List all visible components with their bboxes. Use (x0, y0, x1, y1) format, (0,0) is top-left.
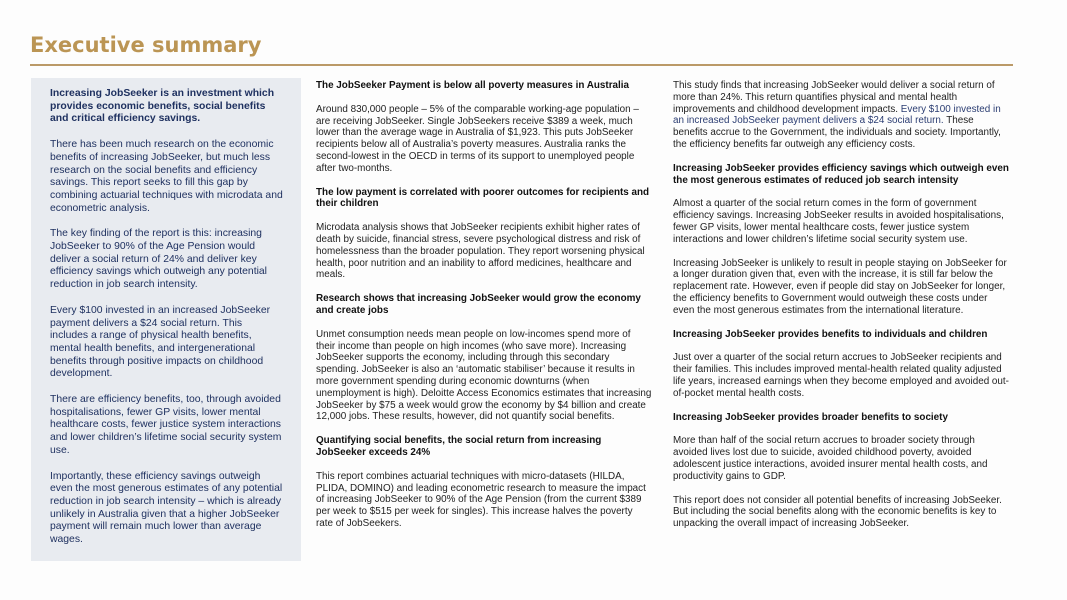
section-heading: Increasing JobSeeker provides efficiency savings which outweigh even the most generous estimates of reduced job search intensity (673, 162, 1009, 186)
intro-highlight: Every $100 invested in an increased JobSeeker payment delivers a $24 social return. (673, 103, 1001, 127)
section-heading: Increasing JobSeeker provides benefits to individuals and children (673, 328, 988, 340)
section-body: Unmet consumption needs mean people on low-incomes spend more of their income than people on high incomes (who save more). Increasing JobSeeker supports the economy, including through this secondary spending. JobSeeker is also an ‘automatic stabiliser’ because it results in more government spending during economic downturns (when unemployment is high). Deloitte Access Economics estimates that increasing JobSeeker by $75 a week would grow the economy by $4 billion and create 12,000 jobs. These results, however, did not quantify social benefits. (316, 328, 652, 423)
column-middle (316, 80, 652, 542)
section-body: Microdata analysis shows that JobSeeker recipients exhibit higher rates of death by suicide, financial stress, severe psychological distress and risk of homelessness than the broader population. They report worsening physical health, poor nutrition and an inability to afford medicines, healthcare and meals. (316, 222, 645, 281)
intro-text: This study finds that increasing JobSeeker would deliver a social return of more than 24%. This return quantifies physical and mental health improvements and childhood development impacts. (673, 80, 995, 115)
sidebar-paragraph: Every $100 invested in an increased JobSeeker payment delivers a $24 social return. This includes a range of physical health benefits, mental health benefits, and intergenerational benefits through positive impacts on childhood development. (50, 304, 271, 380)
section-body: Just over a quarter of the social return accrues to JobSeeker recipients and their families. This includes improved mental-health related quality adjusted life years, increased earnings when they become employed and avoided out-of-pocket mental health costs. (673, 352, 1009, 399)
section-body: Almost a quarter of the social return comes in the form of government efficiency savings. Increasing JobSeeker results in avoided hospitalisations, fewer GP visits, lower mental healthcare costs, fewer justice system interactions and lower children’s lifetime social security system use. (673, 198, 1004, 245)
section-heading: Increasing JobSeeker provides broader benefits to society (673, 411, 948, 423)
sidebar-lead: Increasing JobSeeker is an investment which provides economic benefits, social benefits and critical efficiency savings. (50, 88, 275, 125)
section-body: This report combines actuarial techniques with micro-datasets (HILDA, PLIDA, DOMINO) and leading econometric research to measure the impact of increasing JobSeeker to 90% of the Age Pension (from the current $389 per week to $515 per week for singles). This increase halves the poverty rate of JobSeekers. (316, 470, 646, 529)
section-body: More than half of the social return accrues to broader society through avoided lives lost due to suicide, avoided childhood poverty, avoided adolescent justice interactions, avoided insurer mental health costs, and productivity gains to GDP. (673, 435, 988, 482)
key-findings-panel (31, 78, 301, 561)
section-heading: Quantifying social benefits, the social return from increasing JobSeeker exceeds 24% (316, 435, 602, 458)
sidebar-paragraph: The key finding of the report is this: increasing JobSeeker to 90% of the Age Pension would deliver a social return of 24% and deliver key efficiency savings which outweigh any potential reduction in job search intensity. (50, 228, 267, 291)
intro-text: These benefits accrue to the Government, the individuals and society. Importantly, the efficiency benefits far outweigh any efficiency costs. (673, 115, 1001, 150)
section-body: Increasing JobSeeker is unlikely to result in people staying on JobSeeker for a longer duration given that, even with the increase, it is still far below the replacement rate. However, even if people did stay on JobSeeker for longer, the efficiency benefits to Government would outweigh these costs under even the most generous estimates from the international literature. (673, 257, 1007, 316)
section-heading: Research shows that increasing JobSeeker would grow the economy and create jobs (316, 293, 641, 316)
title-divider (30, 64, 1013, 66)
column-right (673, 80, 1009, 542)
section-heading: The low payment is correlated with poorer outcomes for recipients and their children (316, 186, 650, 210)
sidebar-paragraph: Importantly, these efficiency savings outweigh even the most generous estimates of any potential reduction in job search intensity – which is already unlikely in Australia given that a higher JobSeeker payment will remain much lower than average wages. (50, 470, 283, 546)
sidebar-paragraph: There has been much research on the economic benefits of increasing JobSeeker, but much less research on the social benefits and efficiency savings. This report seeks to fill this gap by combining actuarial techniques with microdata and econometric analysis. (50, 139, 283, 214)
sidebar-paragraph: There are efficiency benefits, too, through avoided hospitalisations, fewer GP visits, lower mental healthcare costs, fewer justice system interactions and lower children’s lifetime social security system use. (50, 394, 282, 456)
intro-paragraph (673, 80, 1009, 151)
section-heading: The JobSeeker Payment is below all poverty measures in Australia (316, 80, 630, 91)
section-body: This report does not consider all potential benefits of increasing JobSeeker. But including the social benefits along with the economic benefits is key to unpacking the overall impact of increasing JobSeeker. (673, 494, 1002, 530)
section-body: Around 830,000 people – 5% of the comparable working-age population – are receiving JobSeeker. Single JobSeekers receive $389 a week, much lower than the average wage in Australia of $1,923. This puts JobSeeker recipients below all of Australia’s poverty measures. Australia ranks the second-lowest in the OECD in terms of its support to unemployed people after two-months. (316, 103, 639, 174)
page-title: Executive summary (30, 33, 262, 57)
